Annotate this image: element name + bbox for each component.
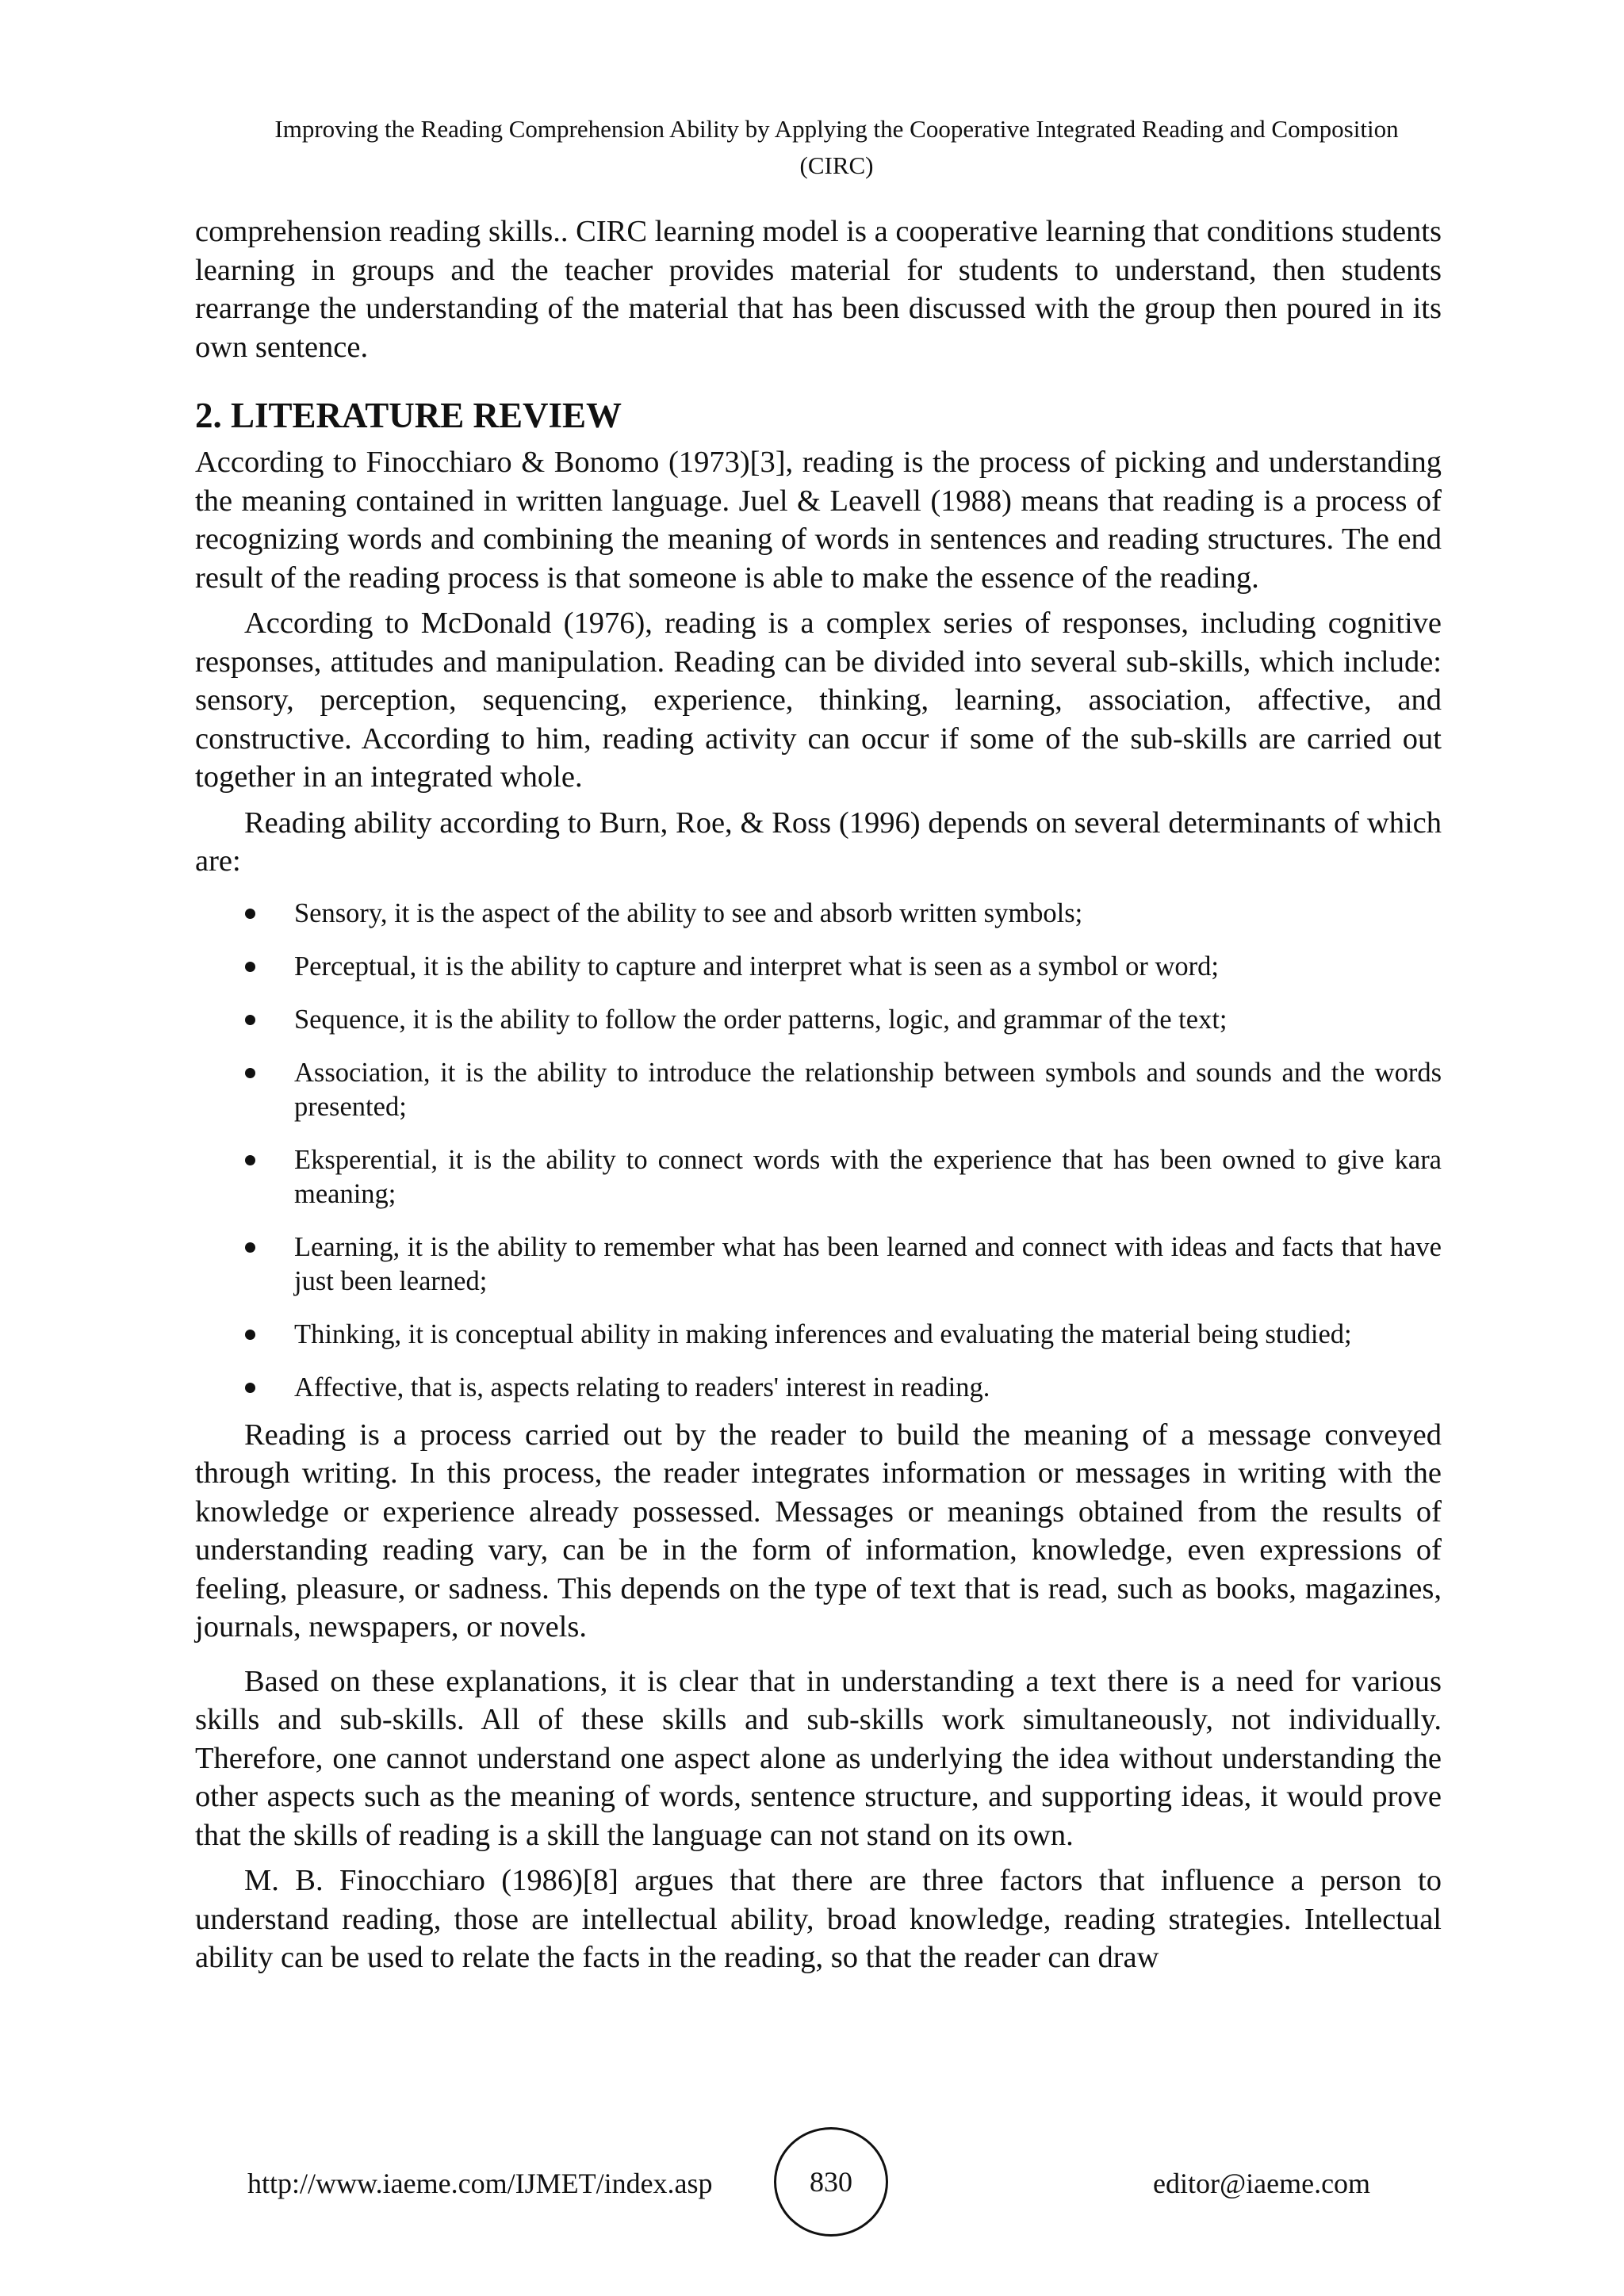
list-item [195, 1143, 1442, 1211]
intro-paragraph: comprehension reading skills.. CIRC learning model is a cooperative learning that conditions students learning in groups and the teacher provides material for students to understand, then students rearrange the understanding of the material that has been discussed with the group then poured in its own sentence. [195, 215, 1442, 364]
section-heading-literature-review: 2. LITERATURE REVIEW [195, 396, 622, 435]
paragraph-burn-roe-ross: Reading ability according to Burn, Roe, & Ross (1996) depends on several determinants of which are: [195, 806, 1442, 878]
list-item [195, 1230, 1442, 1299]
bullet-icon [245, 962, 255, 972]
list-item-text: Affective, that is, aspects relating to readers' interest in reading. [294, 1372, 990, 1402]
running-header-title: Improving the Reading Comprehension Ability by Applying the Cooperative Integrated Reading and Composition (CIRC) [274, 115, 1399, 179]
footer-editor-email[interactable]: editor@iaeme.com [1153, 2168, 1371, 2199]
list-item [195, 1371, 1442, 1405]
paragraph-reading-process: Reading is a process carried out by the reader to build the meaning of a message conveyed through writing. In this process, the reader integrates information or messages in writing with the knowledge or experience already possessed. Messages or meanings obtained from the results of understanding reading vary, can be in the form of information, knowledge, even expressions of feeling, pleasure, or sadness. This depends on the type of text that is read, such as books, magazines, journals, newspapers, or novels. [195, 1418, 1442, 1644]
list-item [195, 1056, 1442, 1124]
bullet-icon [245, 1068, 255, 1078]
list-item [195, 897, 1442, 931]
article-body [195, 212, 1442, 1977]
bullet-icon [245, 1330, 255, 1340]
list-item-text: Thinking, it is conceptual ability in making inferences and evaluating the material being studied; [294, 1318, 1352, 1349]
list-item [195, 1318, 1442, 1352]
paragraph-skills-explanation: Based on these explanations, it is clear that in understanding a text there is a need for various skills and sub-skills. All of these skills and sub-skills work simultaneously, not individually. Therefore, one cannot understand one aspect alone as underlying the idea without understanding the other aspects such as the meaning of words, sentence structure, and supporting ideas, it would prove that the skills of reading is a skill the language can not stand on its own. [195, 1664, 1442, 1852]
paragraph-mcdonald: According to McDonald (1976), reading is a complex series of responses, including cognitive responses, attitudes and manipulation. Reading can be divided into several sub-skills, which include: sensory, perception, sequencing, experience, thinking, learning, association, affective, and constructive. According to him, reading activity can occur if some of the sub-skills are carried out together in an integrated whole. [195, 607, 1442, 794]
list-item-text: Learning, it is the ability to remember what has been learned and connect with ideas and facts that have just been learned; [294, 1231, 1442, 1296]
list-item [195, 1003, 1442, 1037]
bullet-icon [245, 1015, 255, 1025]
list-item-text: Sequence, it is the ability to follow the order patterns, logic, and grammar of the text; [294, 1004, 1228, 1035]
footer-journal-url[interactable]: http://www.iaeme.com/IJMET/index.asp [247, 2168, 713, 2199]
determinants-bullet-list [195, 897, 1442, 1405]
list-item-text: Eksperential, it is the ability to connect words with the experience that has been owned to give kara meaning; [294, 1144, 1442, 1209]
bullet-icon [245, 909, 255, 919]
paragraph-finocchiaro-factors: M. B. Finocchiaro (1986)[8] argues that there are three factors that influence a person to understand reading, those are intellectual ability, broad knowledge, reading strategies. Intellectual ability can be used to relate the facts in the reading, so that the reader can draw [195, 1864, 1442, 1974]
bullet-icon [245, 1155, 255, 1165]
page-number: 830 [810, 2166, 852, 2198]
list-item [195, 950, 1442, 984]
list-item-text: Perceptual, it is the ability to capture and interpret what is seen as a symbol or word; [294, 951, 1219, 982]
page-number-circle [774, 2127, 888, 2237]
paragraph-finocchiaro-bonomo: According to Finocchiaro & Bonomo (1973)[3], reading is the process of picking and understanding the meaning contained in written language. Juel & Leavell (1988) means that reading is a process of recognizing words and combining the meaning of words in sentences and reading structures. The end result of the reading process is that someone is able to make the essence of the reading. [195, 446, 1442, 595]
bullet-icon [245, 1383, 255, 1393]
list-item-text: Association, it is the ability to introduce the relationship between symbols and sounds and the words presented; [294, 1057, 1442, 1122]
bullet-icon [245, 1242, 255, 1253]
list-item-text: Sensory, it is the aspect of the ability to see and absorb written symbols; [294, 897, 1083, 928]
